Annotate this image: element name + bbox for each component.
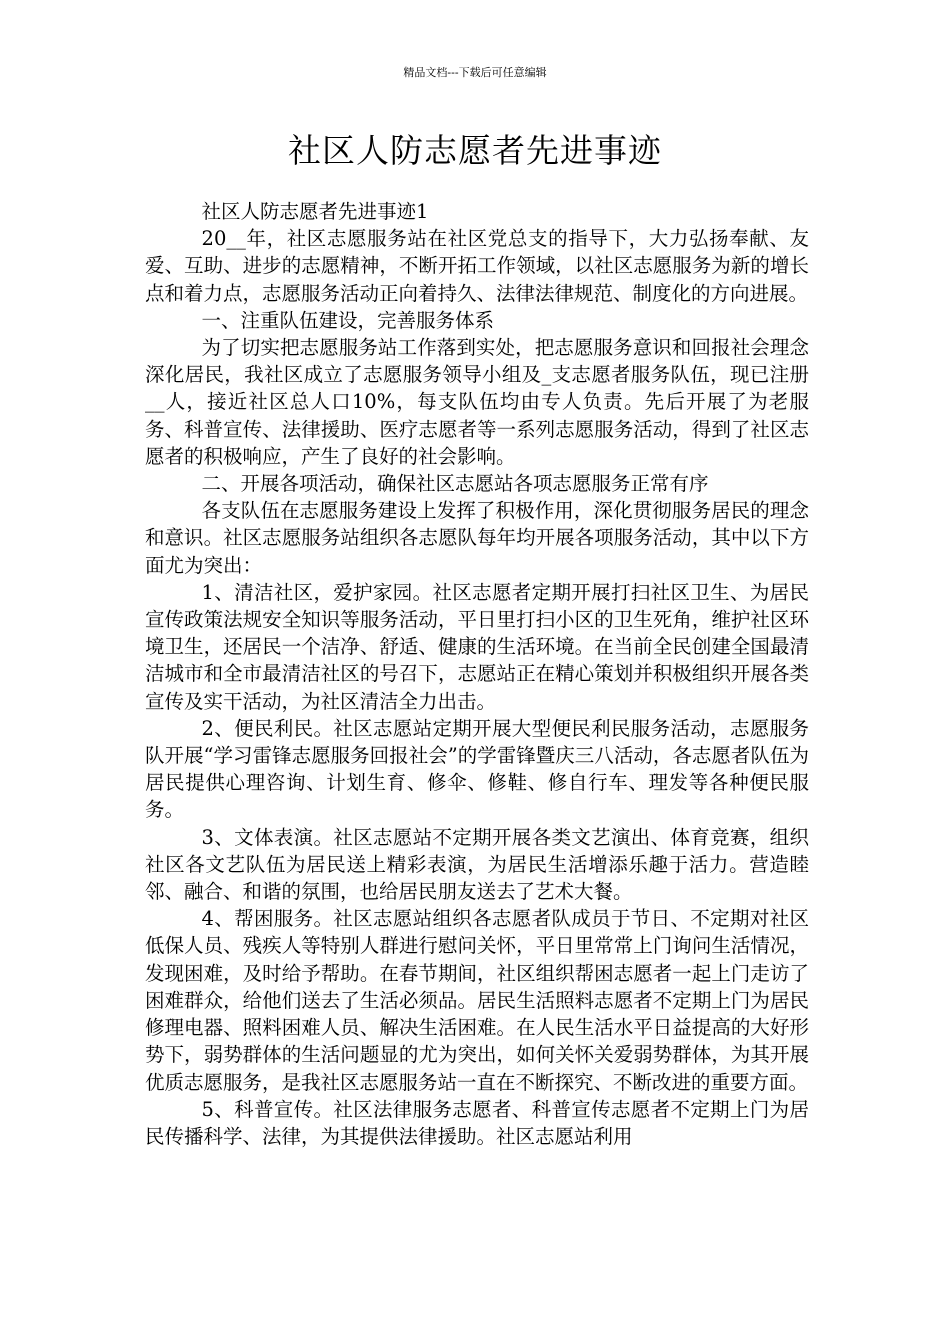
list-item-2: 2、便民利民。社区志愿站定期开展大型便民利民服务活动，志愿服务队开展“学习雷锋志愿服务回报社会”的学雷锋暨庆三八活动，各志愿者队伍为居民提供心理咨询、计划生育、修伞、修鞋、修自行车、理发等各种便民服务。 (145, 716, 809, 822)
document-title: 社区人防志愿者先进事迹 (288, 131, 662, 170)
section-heading-1: 一、注重队伍建设，完善服务体系 (201, 308, 495, 332)
list-item-3: 3、文体表演。社区志愿站不定期开展各类文艺演出、体育竞赛，组织社区各文艺队伍为居民送上精彩表演，为居民生活增添乐趣于活力。营造睦邻、融合、和谐的氛围，也给居民朋友送去了艺术大餐。 (145, 825, 809, 904)
paragraph-intro: 20__年，社区志愿服务站在社区党总支的指导下，大力弘扬奉献、友爱、互助、进步的志愿精神，不断开拓工作领域，以社区志愿服务为新的增长点和着力点，志愿服务活动正向着持久、法律法律规范、制度化的方向进展。 (145, 227, 809, 305)
paragraph: 为了切实把志愿服务站工作落到实处，把志愿服务意识和回报社会理念深化居民，我社区成立了志愿服务领导小组及_支志愿者服务队伍，现已注册__人，接近社区总人口10%，每支队伍均由专人负责。先后开展了为老服务、科普宣传、法律援助、医疗志愿者等一系列志愿服务活动，得到了社区志愿者的积极响应，产生了良好的社会影响。 (145, 336, 809, 468)
list-item-4: 4、帮困服务。社区志愿站组织各志愿者队成员于节日、不定期对社区低保人员、残疾人等特别人群进行慰问关怀，平日里常常上门询问生活情况，发现困难，及时给予帮助。在春节期间，社区组织帮困志愿者一起上门走访了困难群众，给他们送去了生活必须品。居民生活照料志愿者不定期上门为居民修理电器、照料困难人员、解决生活困难。在人民生活水平日益提高的大好形势下，弱势群体的生活问题显的尤为突出，如何关怀关爱弱势群体，为其开展优质志愿服务，是我社区志愿服务站一直在不断探究、不断改进的重要方面。 (145, 907, 809, 1094)
list-item-1: 1、清洁社区，爱护家园。社区志愿者定期开展打扫社区卫生、为居民宣传政策法规安全知识等服务活动，平日里打扫小区的卫生死角，维护社区环境卫生，还居民一个洁净、舒适、健康的生活环境。在当前全民创建全国最清洁城市和全市最清洁社区的号召下，志愿站正在精心策划并积极组织开展各类宣传及实干活动，为社区清洁全力出击。 (145, 580, 809, 713)
document-body (145, 198, 809, 1150)
page-header-note: 精品文档---下载后可任意编辑 (403, 66, 547, 79)
paragraph: 各支队伍在志愿服务建设上发挥了积极作用，深化贯彻服务居民的理念和意识。社区志愿服务站组织各志愿队每年均开展各项服务活动，其中以下方面尤为突出： (145, 499, 809, 577)
section-heading-2: 二、开展各项活动，确保社区志愿站各项志愿服务正常有序 (201, 472, 709, 496)
paragraph-subtitle: 社区人防志愿者先进事迹1 (201, 200, 429, 223)
list-item-5: 5、科普宣传。社区法律服务志愿者、科普宣传志愿者不定期上门为居民传播科学、法律，为其提供法律援助。社区志愿站利用 (145, 1097, 809, 1148)
